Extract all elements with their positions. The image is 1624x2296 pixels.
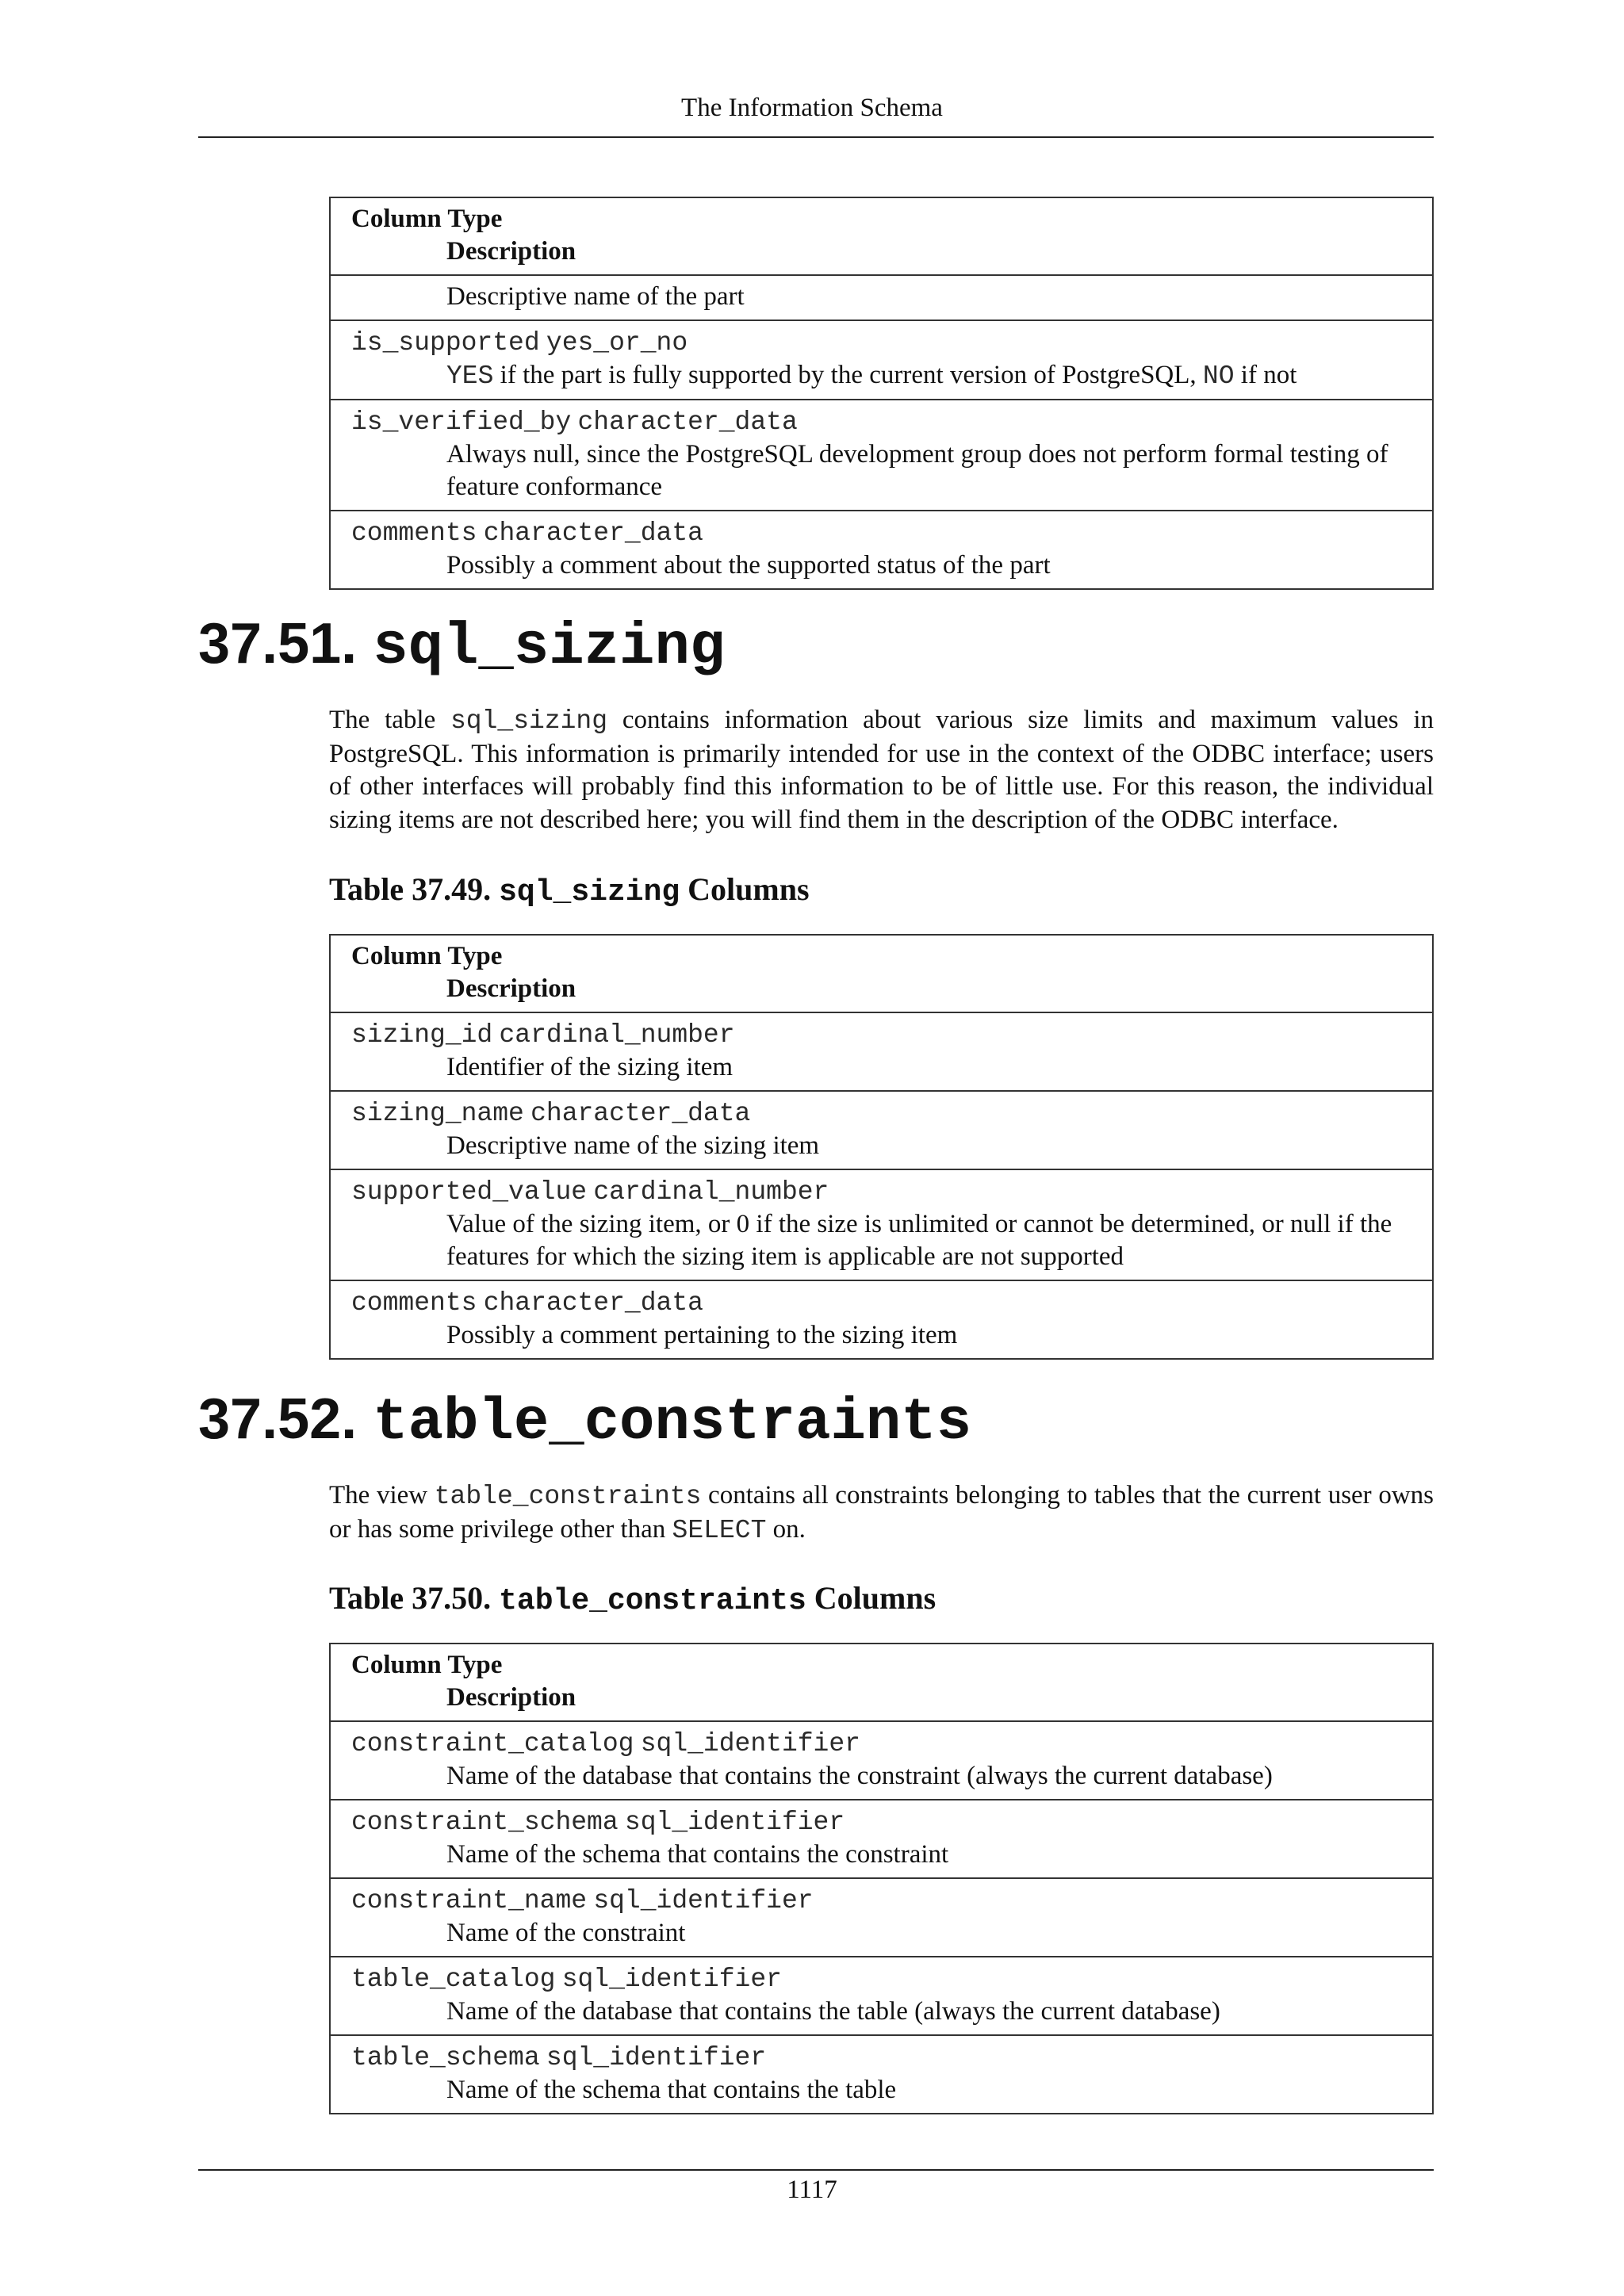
- inline-code: sql_sizing: [450, 706, 608, 736]
- column-type-header: Column Type: [351, 942, 503, 970]
- column-name: constraint_name: [351, 1886, 588, 1915]
- paragraph-text: contains information about various size limits and maximum values in PostgreSQL. This information is primarily intended for use in the context of the ODBC interface; users of other interfaces will probably find this information to be of little use. For this reason, the individual sizing items are not described here; you will find them in the description of the ODBC interface.: [329, 706, 1434, 834]
- table-row: [330, 320, 1433, 400]
- table-cell: [330, 1800, 1433, 1878]
- table-row: [330, 2035, 1433, 2114]
- features-continued-table: [329, 197, 1434, 590]
- table-row: [330, 1957, 1433, 2035]
- section-paragraph: [329, 704, 1434, 836]
- column-description: Descriptive name of the part: [446, 282, 745, 311]
- inline-code: SELECT: [672, 1515, 767, 1545]
- table-cell: [330, 1169, 1433, 1280]
- column-description: Possibly a comment about the supported status of the part: [446, 551, 1051, 580]
- column-name: comments: [351, 519, 477, 548]
- column-name: constraint_schema: [351, 1808, 619, 1837]
- table-cell: [330, 1957, 1433, 2035]
- description-header: Description: [446, 974, 576, 1003]
- table-constraints-table: [329, 1643, 1434, 2114]
- table-row: [330, 1169, 1433, 1280]
- column-type: sql_identifier: [561, 1965, 782, 1994]
- column-name: sizing_id: [351, 1020, 493, 1050]
- paragraph-text: The view: [329, 1481, 435, 1510]
- table-header-cell: [330, 1644, 1433, 1721]
- column-type-header: Column Type: [351, 205, 503, 233]
- column-description: Always null, since the PostgreSQL development group does not perform formal testing of feature conformance: [446, 440, 1388, 501]
- column-name: sizing_name: [351, 1099, 524, 1128]
- column-description: Descriptive name of the sizing item: [446, 1131, 820, 1160]
- column-type: yes_or_no: [546, 328, 688, 358]
- paragraph-text: The table: [329, 706, 450, 734]
- table-suffix: Columns: [806, 1580, 936, 1616]
- inline-code: NO: [1202, 362, 1235, 391]
- table-row: [330, 1721, 1433, 1800]
- column-name: is_supported: [351, 328, 540, 358]
- table-label: Table 37.49.: [329, 871, 500, 907]
- description-text: if not: [1234, 361, 1297, 389]
- table-row: [330, 275, 1433, 320]
- table-cell: [330, 1721, 1433, 1800]
- table-suffix: Columns: [680, 871, 810, 907]
- inline-code: table_constraints: [434, 1482, 702, 1511]
- inline-code: YES: [446, 362, 494, 391]
- section-number: 37.51.: [198, 612, 358, 675]
- section-name: sql_sizing: [373, 614, 726, 681]
- column-name: constraint_catalog: [351, 1729, 634, 1758]
- table-title: [329, 871, 810, 909]
- table-code: table_constraints: [499, 1584, 806, 1618]
- section-heading-table-constraints: [198, 1387, 971, 1455]
- table-row: [330, 1280, 1433, 1359]
- column-type: sql_identifier: [593, 1886, 814, 1915]
- header-rule: [198, 136, 1434, 138]
- paragraph-text: on.: [766, 1514, 806, 1544]
- description-header: Description: [446, 1683, 576, 1712]
- table-cell: [330, 2035, 1433, 2114]
- column-type: cardinal_number: [593, 1177, 829, 1207]
- column-name: supported_value: [351, 1177, 588, 1207]
- column-type: character_data: [483, 519, 703, 548]
- column-description: Name of the schema that contains the constraint: [446, 1840, 949, 1869]
- section-paragraph: [329, 1479, 1434, 1547]
- table-cell: [330, 1878, 1433, 1957]
- column-type: sql_identifier: [624, 1808, 845, 1837]
- table-title: [329, 1579, 936, 1618]
- column-name: table_catalog: [351, 1965, 556, 1994]
- section-heading-sql-sizing: [198, 612, 725, 679]
- table-row: [330, 400, 1433, 511]
- table-header-row: [330, 935, 1433, 1012]
- table-code: sql_sizing: [499, 875, 680, 909]
- column-description: Name of the schema that contains the table: [446, 2076, 897, 2104]
- section-name: table_constraints: [373, 1390, 972, 1456]
- table-header-row: [330, 197, 1433, 275]
- column-description: [351, 359, 1416, 392]
- table-header-cell: [330, 197, 1433, 275]
- running-header: The Information Schema: [681, 94, 943, 122]
- column-description: Name of the database that contains the constraint (always the current database): [446, 1762, 1273, 1790]
- column-description: Name of the database that contains the table (always the current database): [446, 1997, 1220, 2026]
- table-cell: [330, 400, 1433, 511]
- table-cell: [330, 1091, 1433, 1169]
- column-type: sql_identifier: [546, 2043, 767, 2072]
- table-row: [330, 1878, 1433, 1957]
- description-text: if the part is fully supported by the current version of PostgreSQL,: [493, 361, 1203, 389]
- table-cell: [330, 275, 1433, 320]
- table-cell: [330, 1012, 1433, 1091]
- footer-rule: [198, 2169, 1434, 2171]
- description-header: Description: [446, 237, 576, 266]
- column-name: is_verified_by: [351, 408, 572, 437]
- table-row: [330, 1091, 1433, 1169]
- table-header-cell: [330, 935, 1433, 1012]
- table-label: Table 37.50.: [329, 1580, 500, 1616]
- column-type: character_data: [530, 1099, 751, 1128]
- sql-sizing-table: [329, 934, 1434, 1360]
- table-row: [330, 1012, 1433, 1091]
- section-number: 37.52.: [198, 1387, 358, 1451]
- table-cell: [330, 1280, 1433, 1359]
- column-type: character_data: [483, 1288, 703, 1318]
- table-cell: [330, 511, 1433, 589]
- column-type: cardinal_number: [499, 1020, 735, 1050]
- table-row: [330, 1800, 1433, 1878]
- column-type: character_data: [577, 408, 798, 437]
- table-cell: [330, 320, 1433, 400]
- column-type: sql_identifier: [640, 1729, 860, 1758]
- table-row: [330, 511, 1433, 589]
- page-number: 1117: [787, 2175, 837, 2204]
- column-type-header: Column Type: [351, 1651, 503, 1679]
- column-description: Identifier of the sizing item: [446, 1053, 733, 1081]
- column-description: Possibly a comment pertaining to the sizing item: [446, 1321, 958, 1349]
- column-name: comments: [351, 1288, 477, 1318]
- paragraph-text: contains all constraints belonging to tables that the current user owns or has some privilege other than: [329, 1481, 1434, 1544]
- column-description: Value of the sizing item, or 0 if the size is unlimited or cannot be determined, or null if the features for which the sizing item is applicable are not supported: [446, 1210, 1392, 1271]
- table-header-row: [330, 1644, 1433, 1721]
- column-description: Name of the constraint: [446, 1919, 686, 1947]
- column-name: table_schema: [351, 2043, 540, 2072]
